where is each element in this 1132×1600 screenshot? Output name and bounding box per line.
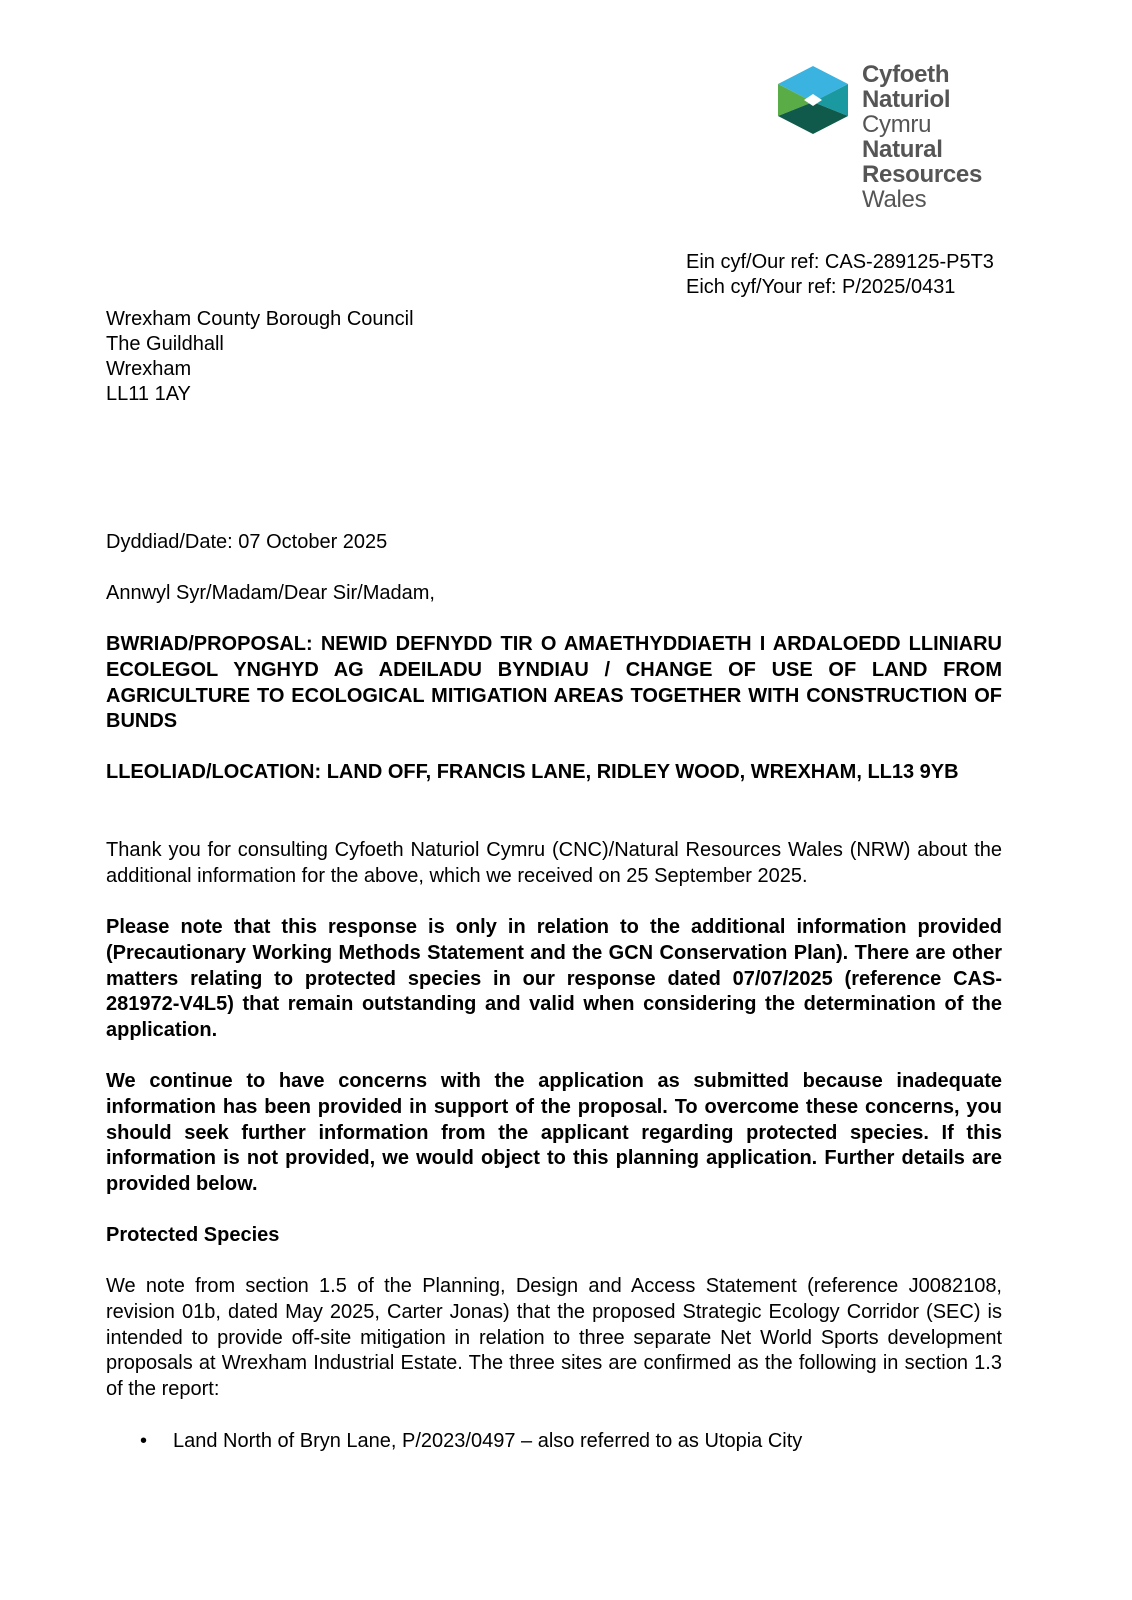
salutation: Annwyl Syr/Madam/Dear Sir/Madam, (106, 582, 435, 604)
your-ref: Eich cyf/Your ref: P/2025/0431 (686, 276, 956, 298)
section-heading: Protected Species (106, 1224, 280, 1246)
address-line: Wrexham County Borough Council (106, 308, 414, 330)
reference-block (686, 250, 994, 300)
our-ref: Ein cyf/Our ref: CAS-289125-P5T3 (686, 251, 994, 273)
location-heading: LLEOLIAD/LOCATION: LAND OFF, FRANCIS LANE, RIDLEY WOOD, WREXHAM, LL13 9YB (106, 761, 959, 783)
letter-date: Dyddiad/Date: 07 October 2025 (106, 531, 388, 553)
thanks-paragraph: Thank you for consulting Cyfoeth Naturiol Cymru (CNC)/Natural Resources Wales (NRW) about the additional information for the above, which we received on 25 September 2025. (106, 839, 1002, 887)
logo-line: Cymru (862, 111, 932, 138)
bullet-text: Land North of Bryn Lane, P/2023/0497 – also referred to as Utopia City (173, 1430, 803, 1452)
logo-line: Cyfoeth (862, 61, 950, 88)
bullet-icon: • (140, 1430, 148, 1452)
concerns-paragraph: We continue to have concerns with the application as submitted because inadequate information has been provided in support of the proposal. To overcome these concerns, you should seek further information from the applicant regarding protected species. If this information is not provided, we would object to this planning application. Further details are provided below. (106, 1070, 1002, 1196)
address-line: LL11 1AY (106, 383, 191, 405)
note-paragraph: Please note that this response is only in relation to the additional information provided (Precautionary Working Methods Statement and the GCN Conservation Plan). There are other matters relating to protected species in our response dated 07/07/2025 (reference CAS-281972-V4L5) that remain outstanding and valid when considering the determination of the application. (106, 916, 1002, 1042)
address-line: Wrexham (106, 358, 192, 380)
logo-line: Natural (862, 136, 943, 163)
logo-line: Wales (862, 186, 927, 213)
nrw-logo-text (862, 62, 982, 212)
nrw-logo-mark (776, 64, 850, 142)
logo-line: Naturiol (862, 86, 951, 113)
recipient-address (106, 307, 414, 407)
we-note-paragraph: We note from section 1.5 of the Planning, Design and Access Statement (reference J0082108, revision 01b, dated May 2025, Carter Jonas) that the proposed Strategic Ecology Corridor (SEC) is intended to provide off-site mitigation in relation to three separate Net World Sports development proposals at Wrexham Industrial Estate. The three sites are confirmed as the following in section 1.3 of the report: (106, 1275, 1002, 1401)
proposal-heading: BWRIAD/PROPOSAL: NEWID DEFNYDD TIR O AMAETHYDDIAETH I ARDALOEDD LLINIARU ECOLEGOL YNGHYD AG ADEILADU BYNDIAU / CHANGE OF USE OF LAND FROM AGRICULTURE TO ECOLOGICAL MITIGATION AREAS TOGETHER WITH CONSTRUCTION OF BUNDS (106, 633, 1002, 733)
logo-line: Resources (862, 161, 983, 188)
address-line: The Guildhall (106, 333, 224, 355)
